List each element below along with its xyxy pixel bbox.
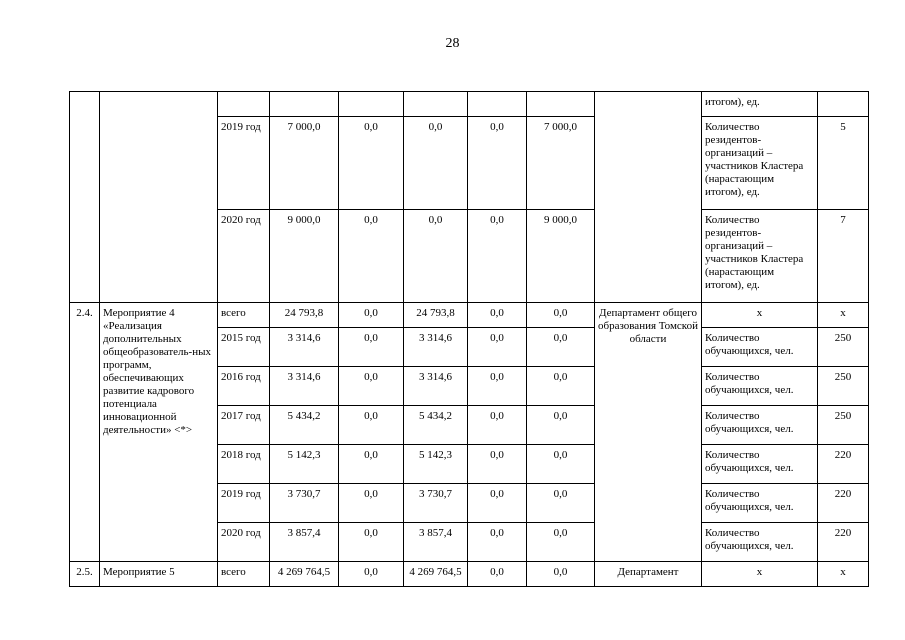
cell-regional: 5 142,3 <box>404 445 468 484</box>
cell-regional: 4 269 764,5 <box>404 562 468 587</box>
cell-indicator: Количество обучающихся, чел. <box>702 367 818 406</box>
measure-5-name: Мероприятие 5 <box>100 562 218 587</box>
cell-year: 2019 год <box>218 117 270 210</box>
cell-total: 3 314,6 <box>270 328 339 367</box>
cell-local: 0,0 <box>468 484 527 523</box>
cell-year: 2016 год <box>218 367 270 406</box>
cell-year: 2019 год <box>218 484 270 523</box>
cell-regional: 0,0 <box>404 117 468 210</box>
cell-indicator: Количество резидентов-организаций – участников Кластера (нарастающим итогом), ед. <box>702 210 818 303</box>
cell-indicator: итогом), ед. <box>702 92 818 117</box>
cell-department-empty <box>595 92 702 303</box>
cell-regional: 3 314,6 <box>404 367 468 406</box>
cell-federal: 0,0 <box>339 328 404 367</box>
cell-federal: 0,0 <box>339 523 404 562</box>
cell-value: 250 <box>818 367 869 406</box>
cell-year: 2020 год <box>218 210 270 303</box>
cell-regional <box>404 92 468 117</box>
cell-regional: 24 793,8 <box>404 303 468 328</box>
cell-other: 0,0 <box>527 445 595 484</box>
cell-value: 220 <box>818 445 869 484</box>
cell-local: 0,0 <box>468 367 527 406</box>
measure-4-department: Департамент общего образования Томской области <box>595 303 702 562</box>
cell-federal: 0,0 <box>339 303 404 328</box>
cell-other: 0,0 <box>527 562 595 587</box>
cell-value: 5 <box>818 117 869 210</box>
cell-indicator: Количество обучающихся, чел. <box>702 484 818 523</box>
cell-other: 0,0 <box>527 303 595 328</box>
cell-year: 2018 год <box>218 445 270 484</box>
cell-value: 220 <box>818 484 869 523</box>
cell-value: 7 <box>818 210 869 303</box>
cell-other: 0,0 <box>527 406 595 445</box>
budget-table <box>69 91 869 587</box>
cell-regional: 3 314,6 <box>404 328 468 367</box>
cell-indicator: x <box>702 562 818 587</box>
cell-name-empty <box>100 92 218 303</box>
cell-year: 2017 год <box>218 406 270 445</box>
cell-value <box>818 92 869 117</box>
cell-total: 7 000,0 <box>270 117 339 210</box>
cell-indicator: x <box>702 303 818 328</box>
table-row <box>70 562 869 587</box>
table-row <box>70 303 869 328</box>
cell-other: 0,0 <box>527 367 595 406</box>
cell-total <box>270 92 339 117</box>
cell-local: 0,0 <box>468 562 527 587</box>
cell-federal: 0,0 <box>339 210 404 303</box>
cell-year: всего <box>218 562 270 587</box>
measure-4-name: Мероприятие 4 «Реализация дополнительных общеобразователь-ных программ, обеспечивающих развитие кадрового потенциала инновационной деятельности» <*> <box>100 303 218 562</box>
cell-indicator: Количество обучающихся, чел. <box>702 523 818 562</box>
cell-local: 0,0 <box>468 445 527 484</box>
measure-5-department: Департамент <box>595 562 702 587</box>
cell-total: 9 000,0 <box>270 210 339 303</box>
cell-value: x <box>818 562 869 587</box>
cell-year <box>218 92 270 117</box>
cell-year: 2015 год <box>218 328 270 367</box>
cell-federal: 0,0 <box>339 445 404 484</box>
measure-5-number: 2.5. <box>70 562 100 587</box>
cell-local: 0,0 <box>468 523 527 562</box>
cell-value: 250 <box>818 328 869 367</box>
cell-total: 3 857,4 <box>270 523 339 562</box>
cell-num-empty <box>70 92 100 303</box>
cell-local: 0,0 <box>468 328 527 367</box>
cell-indicator: Количество обучающихся, чел. <box>702 445 818 484</box>
cell-other <box>527 92 595 117</box>
cell-local <box>468 92 527 117</box>
cell-total: 4 269 764,5 <box>270 562 339 587</box>
cell-value: x <box>818 303 869 328</box>
page-number: 28 <box>445 36 460 51</box>
cell-indicator: Количество резидентов-организаций – участников Кластера (нарастающим итогом), ед. <box>702 117 818 210</box>
cell-federal: 0,0 <box>339 367 404 406</box>
cell-value: 220 <box>818 523 869 562</box>
cell-other: 7 000,0 <box>527 117 595 210</box>
cell-federal: 0,0 <box>339 562 404 587</box>
cell-local: 0,0 <box>468 210 527 303</box>
cell-federal: 0,0 <box>339 117 404 210</box>
cell-regional: 3 730,7 <box>404 484 468 523</box>
cell-federal <box>339 92 404 117</box>
cell-total: 3 730,7 <box>270 484 339 523</box>
cell-total: 24 793,8 <box>270 303 339 328</box>
cell-total: 5 434,2 <box>270 406 339 445</box>
cell-federal: 0,0 <box>339 406 404 445</box>
cell-local: 0,0 <box>468 406 527 445</box>
cell-federal: 0,0 <box>339 484 404 523</box>
cell-regional: 5 434,2 <box>404 406 468 445</box>
cell-other: 9 000,0 <box>527 210 595 303</box>
cell-other: 0,0 <box>527 484 595 523</box>
cell-total: 3 314,6 <box>270 367 339 406</box>
cell-other: 0,0 <box>527 523 595 562</box>
measure-4-number: 2.4. <box>70 303 100 562</box>
table-row <box>70 92 869 117</box>
cell-indicator: Количество обучающихся, чел. <box>702 328 818 367</box>
cell-total: 5 142,3 <box>270 445 339 484</box>
cell-indicator: Количество обучающихся, чел. <box>702 406 818 445</box>
cell-regional: 0,0 <box>404 210 468 303</box>
cell-value: 250 <box>818 406 869 445</box>
cell-local: 0,0 <box>468 117 527 210</box>
cell-other: 0,0 <box>527 328 595 367</box>
cell-regional: 3 857,4 <box>404 523 468 562</box>
cell-year: 2020 год <box>218 523 270 562</box>
cell-year: всего <box>218 303 270 328</box>
cell-local: 0,0 <box>468 303 527 328</box>
